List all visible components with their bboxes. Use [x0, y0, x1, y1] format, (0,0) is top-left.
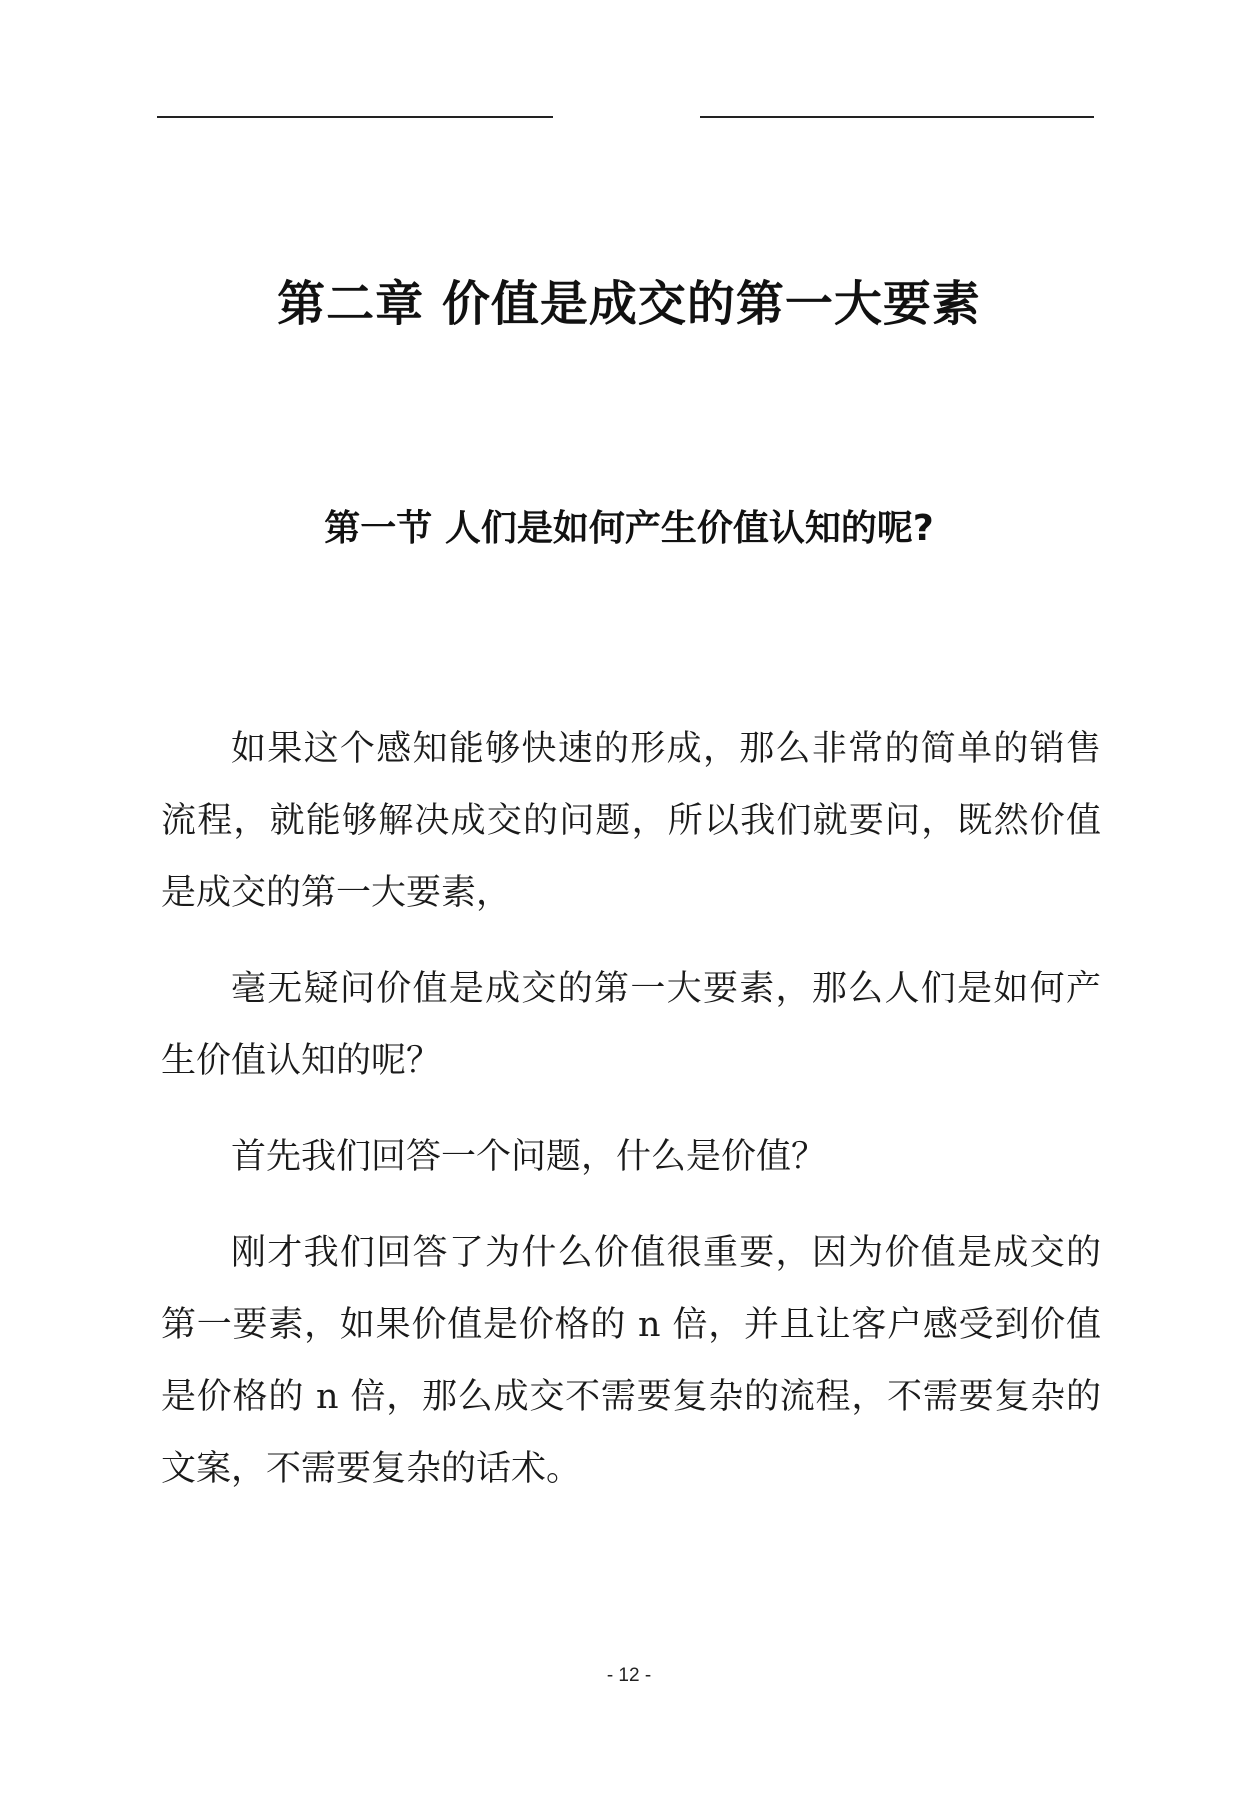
body-text	[161, 713, 1101, 1529]
paragraph: 刚才我们回答了为什么价值很重要，因为价值是成交的第一要素，如果价值是价格的 n 倍，并且让客户感受到价值是价格的 n 倍，那么成交不需要复杂的流程，不需要复杂的文案，不需要复杂的话术。	[161, 1233, 1101, 1489]
paragraph: 毫无疑问价值是成交的第一大要素，那么人们是如何产生价值认知的呢？	[161, 969, 1101, 1081]
section-title: 第一节 人们是如何产生价值认知的呢?	[324, 508, 934, 549]
paragraph: 如果这个感知能够快速的形成，那么非常的简单的销售流程，就能够解决成交的问题，所以我们就要问，既然价值是成交的第一大要素，	[161, 729, 1101, 913]
chapter-title: 第二章 价值是成交的第一大要素	[277, 276, 981, 332]
paragraph: 首先我们回答一个问题，什么是价值？	[231, 1137, 827, 1177]
header-rule-left	[157, 116, 553, 118]
header-rule-right	[700, 116, 1094, 118]
page-number: - 12 -	[606, 1665, 652, 1686]
